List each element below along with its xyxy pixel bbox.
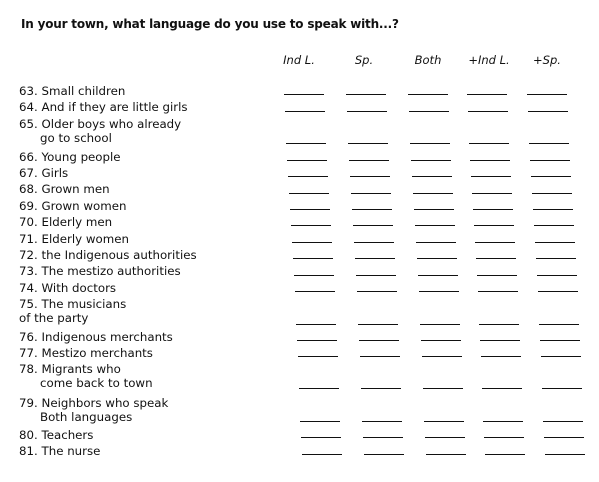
answer-blank[interactable] (355, 258, 395, 259)
question-text: Indigenous merchants (41, 330, 173, 344)
column-header-sp: Sp. (354, 53, 374, 67)
question-text: The musicians (41, 297, 127, 311)
answer-blank[interactable] (481, 356, 521, 357)
answer-blank[interactable] (362, 421, 402, 422)
answer-blank[interactable] (352, 209, 392, 210)
answer-blank[interactable] (473, 209, 513, 210)
answer-blank[interactable] (545, 454, 585, 455)
question-text: The mestizo authorities (41, 264, 181, 278)
answer-blank[interactable] (527, 94, 567, 95)
answer-blank[interactable] (421, 340, 461, 341)
answer-blank[interactable] (470, 160, 510, 161)
answer-blank[interactable] (409, 111, 449, 112)
question-text-continued: of the party (19, 311, 89, 325)
answer-blank[interactable] (354, 242, 394, 243)
question-item (19, 362, 153, 390)
answer-blank[interactable] (412, 176, 452, 177)
answer-blank[interactable] (416, 242, 456, 243)
answer-blank[interactable] (535, 242, 575, 243)
answer-blank[interactable] (543, 421, 583, 422)
question-item (19, 166, 68, 180)
answer-blank[interactable] (474, 225, 514, 226)
question-number: 79. (19, 396, 38, 410)
question-number: 67. (19, 166, 38, 180)
answer-blank[interactable] (414, 209, 454, 210)
question-text-continued: Both languages (40, 410, 133, 424)
answer-blank[interactable] (532, 193, 572, 194)
answer-blank[interactable] (417, 258, 457, 259)
answer-blank[interactable] (418, 275, 458, 276)
question-number: 72. (19, 248, 38, 262)
answer-blank[interactable] (294, 275, 334, 276)
answer-blank[interactable] (302, 454, 342, 455)
answer-blank[interactable] (284, 94, 324, 95)
question-number: 77. (19, 346, 38, 360)
question-item (19, 281, 116, 295)
answer-blank[interactable] (285, 111, 325, 112)
question-number: 78. (19, 362, 38, 376)
question-text: Older boys who already (41, 117, 182, 131)
question-text: Grown women (41, 199, 127, 213)
question-text: Neighbors who speak (41, 396, 169, 410)
question-item (19, 182, 110, 196)
question-text: Girls (41, 166, 69, 180)
answer-blank[interactable] (422, 356, 462, 357)
answer-blank[interactable] (534, 225, 574, 226)
answer-blank[interactable] (411, 160, 451, 161)
answer-blank[interactable] (485, 454, 525, 455)
answer-blank[interactable] (301, 437, 341, 438)
answer-blank[interactable] (531, 176, 571, 177)
question-item (19, 248, 197, 262)
answer-blank[interactable] (353, 225, 393, 226)
answer-blank[interactable] (413, 193, 453, 194)
answer-blank[interactable] (349, 160, 389, 161)
answer-blank[interactable] (358, 324, 398, 325)
answer-blank[interactable] (410, 143, 450, 144)
answer-blank[interactable] (424, 421, 464, 422)
answer-blank[interactable] (291, 225, 331, 226)
answer-blank[interactable] (528, 111, 568, 112)
question-number: 63. (19, 84, 38, 98)
question-text: Migrants who (41, 362, 121, 376)
answer-blank[interactable] (300, 421, 340, 422)
answer-blank[interactable] (539, 324, 579, 325)
answer-blank[interactable] (467, 94, 507, 95)
answer-blank[interactable] (292, 242, 332, 243)
answer-blank[interactable] (476, 258, 516, 259)
question-text: Teachers (41, 428, 94, 442)
question-text-continued: go to school (40, 131, 112, 145)
question-item (19, 297, 126, 325)
answer-blank[interactable] (351, 193, 391, 194)
question-text: With doctors (41, 281, 117, 295)
answer-blank[interactable] (298, 356, 338, 357)
answer-blank[interactable] (364, 454, 404, 455)
answer-blank[interactable] (423, 388, 463, 389)
question-number: 65. (19, 117, 38, 131)
answer-blank[interactable] (288, 176, 328, 177)
question-number: 80. (19, 428, 38, 442)
answer-blank[interactable] (356, 275, 396, 276)
question-item (19, 100, 188, 114)
answer-blank[interactable] (477, 275, 517, 276)
answer-blank[interactable] (348, 143, 388, 144)
question-text: Young people (41, 150, 121, 164)
answer-blank[interactable] (415, 225, 455, 226)
column-header-plus-sp: +Sp. (533, 53, 561, 67)
question-number: 74. (19, 281, 38, 295)
answer-blank[interactable] (299, 388, 339, 389)
answer-blank[interactable] (538, 291, 578, 292)
answer-blank[interactable] (540, 340, 580, 341)
answer-blank[interactable] (360, 356, 400, 357)
answer-blank[interactable] (484, 437, 524, 438)
question-item (19, 84, 125, 98)
question-text: the Indigenous authorities (41, 248, 197, 262)
question-number: 76. (19, 330, 38, 344)
question-text: And if they are little girls (41, 100, 188, 114)
question-text: Grown men (41, 182, 110, 196)
question-item (19, 396, 168, 424)
question-text: Small children (41, 84, 126, 98)
answer-blank[interactable] (479, 324, 519, 325)
question-number: 81. (19, 444, 38, 458)
question-number: 66. (19, 150, 38, 164)
answer-blank[interactable] (426, 454, 466, 455)
answer-blank[interactable] (361, 388, 401, 389)
question-number: 64. (19, 100, 38, 114)
question-item (19, 330, 173, 344)
answer-blank[interactable] (293, 258, 333, 259)
answer-blank[interactable] (468, 111, 508, 112)
answer-blank[interactable] (536, 258, 576, 259)
answer-blank[interactable] (472, 193, 512, 194)
question-item (19, 346, 153, 360)
answer-blank[interactable] (480, 340, 520, 341)
answer-blank[interactable] (425, 437, 465, 438)
question-text-continued: come back to town (40, 376, 153, 390)
answer-blank[interactable] (359, 340, 399, 341)
column-header-ind-l: Ind L. (283, 53, 315, 67)
answer-blank[interactable] (347, 111, 387, 112)
question-number: 73. (19, 264, 38, 278)
answer-blank[interactable] (533, 209, 573, 210)
answer-blank[interactable] (420, 324, 460, 325)
answer-blank[interactable] (529, 143, 569, 144)
question-item (19, 232, 129, 246)
answer-blank[interactable] (483, 421, 523, 422)
answer-blank[interactable] (357, 291, 397, 292)
answer-blank[interactable] (363, 437, 403, 438)
question-item (19, 150, 121, 164)
question-item (19, 444, 100, 458)
answer-blank[interactable] (286, 143, 326, 144)
answer-blank[interactable] (537, 275, 577, 276)
question-text: Elderly men (41, 215, 113, 229)
answer-blank[interactable] (471, 176, 511, 177)
question-number: 69. (19, 199, 38, 213)
answer-blank[interactable] (289, 193, 329, 194)
answer-blank[interactable] (469, 143, 509, 144)
answer-blank[interactable] (541, 356, 581, 357)
answer-blank[interactable] (544, 437, 584, 438)
question-item (19, 428, 93, 442)
question-text: Elderly women (41, 232, 129, 246)
answer-blank[interactable] (482, 388, 522, 389)
answer-blank[interactable] (475, 242, 515, 243)
question-item (19, 264, 181, 278)
question-text: Mestizo merchants (41, 346, 153, 360)
answer-blank[interactable] (295, 291, 335, 292)
question-number: 68. (19, 182, 38, 196)
answer-blank[interactable] (478, 291, 518, 292)
survey-question-title: In your town, what language do you use to speak with...? (21, 17, 399, 31)
question-number: 70. (19, 215, 38, 229)
question-number: 71. (19, 232, 38, 246)
answer-blank[interactable] (296, 324, 336, 325)
question-item (19, 117, 181, 145)
answer-blank[interactable] (346, 94, 386, 95)
question-item (19, 199, 126, 213)
answer-blank[interactable] (530, 160, 570, 161)
answer-blank[interactable] (350, 176, 390, 177)
column-header-both: Both (414, 53, 442, 67)
question-number: 75. (19, 297, 38, 311)
answer-blank[interactable] (287, 160, 327, 161)
question-item (19, 215, 112, 229)
answer-blank[interactable] (297, 340, 337, 341)
answer-blank[interactable] (408, 94, 448, 95)
question-text: The nurse (41, 444, 101, 458)
answer-blank[interactable] (419, 291, 459, 292)
answer-blank[interactable] (542, 388, 582, 389)
answer-blank[interactable] (290, 209, 330, 210)
column-header-plus-ind-l: +Ind L. (468, 53, 510, 67)
